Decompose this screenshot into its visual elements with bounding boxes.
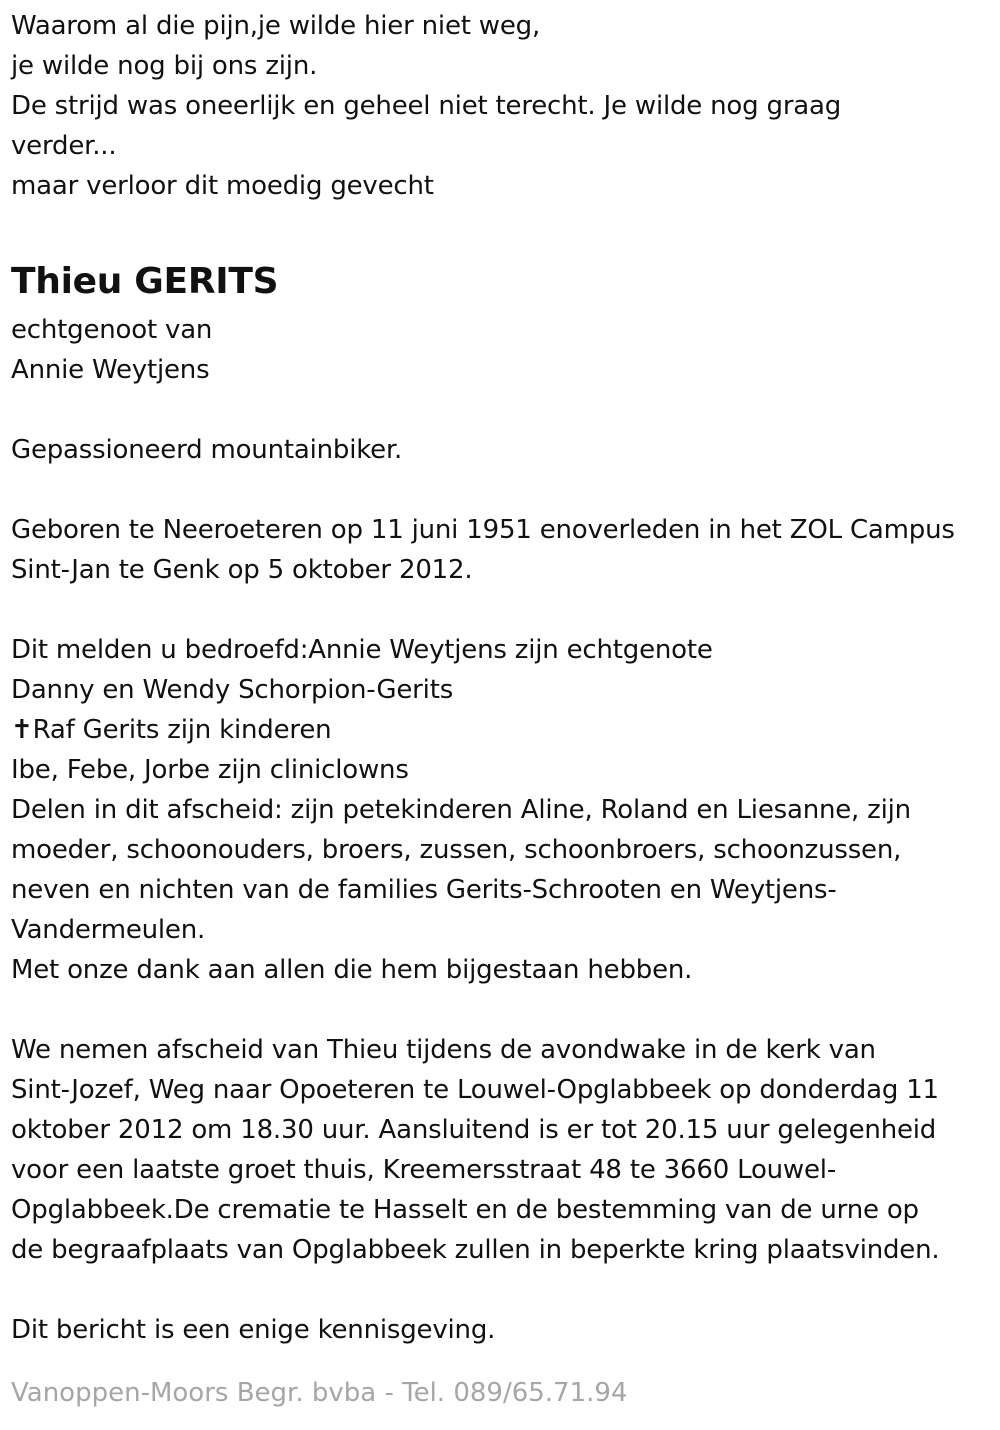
mourners-line: moeder, schoonouders, broers, zussen, schoonbroers, schoonzussen,	[11, 835, 902, 865]
poem	[11, 6, 986, 206]
spacer	[11, 390, 986, 430]
farewell-line: oktober 2012 om 18.30 uur. Aansluitend is er tot 20.15 uur gelegenheid	[11, 1115, 937, 1145]
passion-text: Gepassioneerd mountainbiker.	[11, 435, 403, 465]
birth-death-line: Geboren te Neeroeteren op 11 juni 1951 enoverleden in het ZOL Campus	[11, 515, 955, 545]
farewell-line: We nemen afscheid van Thieu tijdens de avondwake in de kerk van	[11, 1035, 876, 1065]
mourners-line: Danny en Wendy Schorpion-Gerits	[11, 675, 454, 705]
spouse-name: Annie Weytjens	[11, 355, 210, 385]
mourners-line: Ibe, Febe, Jorbe zijn cliniclowns	[11, 755, 409, 785]
spacer	[11, 206, 986, 246]
poem-line: Waarom al die pijn,je wilde hier niet weg,	[11, 11, 541, 41]
farewell-line: Opglabbeek.De crematie te Hasselt en de bestemming van de urne op	[11, 1195, 919, 1225]
farewell-line: Sint-Jozef, Weg naar Opoeteren te Louwel-Opglabbeek op donderdag 11	[11, 1075, 939, 1105]
poem-line: maar verloor dit moedig gevecht	[11, 171, 434, 201]
mourners-line: Dit melden u bedroefd:Annie Weytjens zijn echtgenote	[11, 635, 713, 665]
mourners-line: neven en nichten van de families Gerits-Schrooten en Weytjens-	[11, 875, 837, 905]
farewell-line: de begraafplaats van Opglabbeek zullen in beperkte kring plaatsvinden.	[11, 1235, 940, 1265]
birth-death-info	[11, 510, 986, 590]
mourners-line: Vandermeulen.	[11, 915, 206, 945]
funeral-home-footer: Vanoppen-Moors Begr. bvba - Tel. 089/65.71.94	[11, 1378, 628, 1408]
deceased-child-text: Raf Gerits zijn kinderen	[32, 715, 332, 745]
obituary-notice	[11, 6, 986, 1350]
poem-line: verder...	[11, 131, 117, 161]
relation-text: echtgenoot van	[11, 315, 213, 345]
spacer	[11, 1270, 986, 1310]
spacer	[11, 590, 986, 630]
poem-line: De strijd was oneerlijk en geheel niet terecht. Je wilde nog graag	[11, 91, 842, 121]
notice-text: Dit bericht is een enige kennisgeving.	[11, 1315, 496, 1345]
farewell-line: voor een laatste groet thuis, Kreemersstraat 48 te 3660 Louwel-	[11, 1155, 836, 1185]
farewell-info	[11, 1030, 986, 1270]
thanks-line: Met onze dank aan allen die hem bijgestaan hebben.	[11, 955, 693, 985]
mourners-line: Delen in dit afscheid: zijn petekinderen Aline, Roland en Liesanne, zijn	[11, 795, 911, 825]
spacer	[11, 990, 986, 1030]
spacer	[11, 470, 986, 510]
deceased-name: Thieu GERITS	[11, 261, 279, 302]
birth-death-line: Sint-Jan te Genk op 5 oktober 2012.	[11, 555, 473, 585]
mourners-line-deceased-child	[11, 710, 986, 750]
cross-icon: ✝	[11, 715, 33, 745]
poem-line: je wilde nog bij ons zijn.	[11, 51, 318, 81]
mourners-list	[11, 630, 986, 990]
